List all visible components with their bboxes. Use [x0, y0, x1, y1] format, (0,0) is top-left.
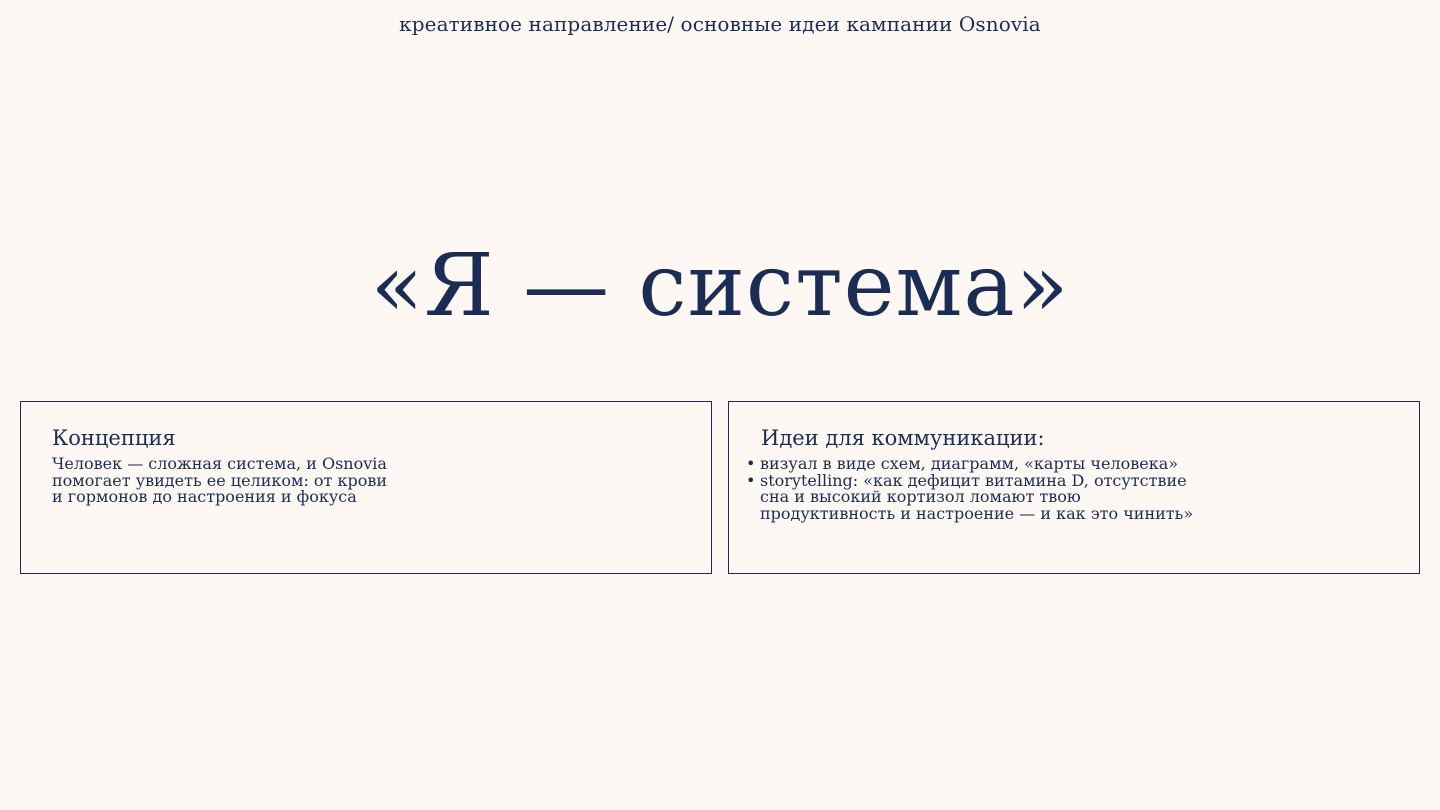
concept-title: Концепция: [52, 426, 176, 450]
concept-card: [20, 401, 712, 574]
ideas-list: [746, 454, 1194, 523]
concept-line: и гормонов до настроения и фокуса: [52, 487, 357, 506]
ideas-item-line: сна и высокий кортизол ломают твою: [760, 487, 1081, 506]
bullet-icon: •: [746, 454, 756, 473]
ideas-list-item: [746, 470, 1194, 523]
concept-text: [52, 456, 387, 506]
concept-line: Человек — сложная система, и Osnovia: [52, 454, 387, 473]
ideas-item-line: продуктивность и настроение — и как это чинить»: [760, 503, 1194, 523]
bullet-icon: •: [746, 470, 756, 490]
concept-line: помогает увидеть ее целиком: от крови: [52, 470, 388, 490]
ideas-title: Идеи для коммуникации:: [761, 426, 1045, 450]
ideas-item-line: визуал в виде схем, диаграмм, «карты человека»: [760, 454, 1179, 473]
section-header: креативное направление/ основные идеи кампании Osnovia: [399, 12, 1041, 36]
hero-title: «Я — система»: [370, 236, 1070, 336]
ideas-card: [728, 401, 1420, 574]
ideas-item-line: storytelling: «как дефицит витамина D, отсутствие: [760, 470, 1187, 490]
